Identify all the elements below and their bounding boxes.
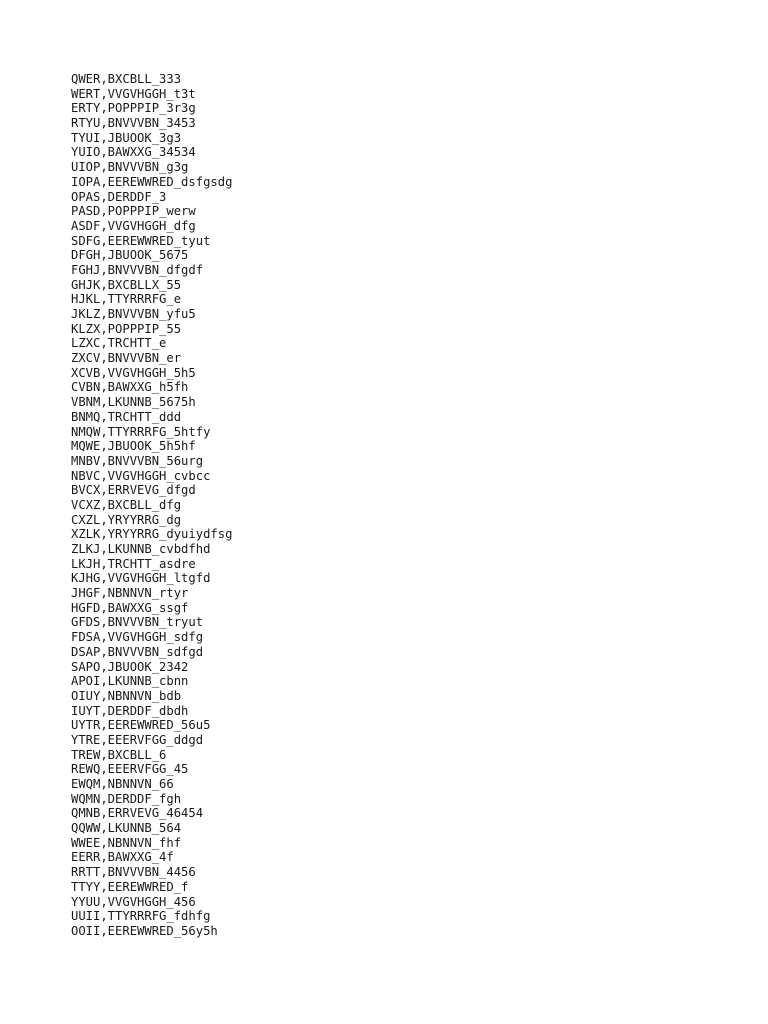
text-line: GHJK,BXCBLLX_55	[71, 277, 182, 292]
text-line: JKLZ,BNVVVBN_yfu5	[71, 307, 196, 321]
text-line: TREW,BXCBLL_6	[71, 747, 167, 762]
text-line: NBVC,VVGVHGGH_cvbcc	[71, 468, 211, 483]
text-line: NMQW,TTYRRRFG_5htfy	[71, 424, 211, 439]
text-line: OOII,EEREWWRED_56y5h	[71, 923, 218, 938]
text-line: REWQ,EEERVFGG_45	[71, 762, 189, 777]
text-line: RTYU,BNVVVBN_3453	[71, 116, 196, 131]
text-line: YYUU,VVGVHGGH_456	[71, 894, 196, 909]
text-line: VBNM,LKUNNB_5675h	[71, 395, 196, 410]
text-line: TYUI,JBUOOK_3g3	[71, 130, 182, 145]
text-line: BNMQ,TRCHTT_ddd	[71, 409, 182, 424]
text-line: FGHJ,BNVVVBN_dfgdf	[71, 262, 204, 277]
text-line: KLZX,POPPPIP_55	[71, 321, 182, 336]
text-line: PASD,POPPPIP_werw	[71, 204, 196, 219]
text-line: DFGH,JBUOOK_5675	[71, 248, 189, 263]
text-line: SAPO,JBUOOK_2342	[71, 659, 189, 674]
text-line: GFDS,BNVVVBN_tryut	[71, 615, 204, 630]
text-line: QWER,BXCBLL_333	[71, 72, 182, 86]
text-lines	[71, 72, 232, 939]
text-line: UUII,TTYRRRFG_fdhfg	[71, 909, 211, 924]
text-line: WWEE,NBNNVN_fhf	[71, 835, 182, 850]
text-line: VCXZ,BXCBLL_dfg	[71, 497, 182, 512]
text-line: FDSA,VVGVHGGH_sdfg	[71, 630, 204, 645]
text-line: HGFD,BAWXXG_ssgf	[71, 600, 189, 615]
text-line: JHGF,NBNNVN_rtyr	[71, 586, 189, 601]
text-line: EERR,BAWXXG_4f	[71, 850, 174, 865]
text-line: RRTT,BNVVVBN_4456	[71, 865, 196, 880]
text-line: MNBV,BNVVVBN_56urg	[71, 453, 204, 468]
text-line: SDFG,EEREWWRED_tyut	[71, 233, 211, 248]
text-line: UIOP,BNVVVBN_g3g	[71, 160, 189, 175]
text-line: WQMN,DERDDF_fgh	[71, 791, 182, 806]
text-line: CVBN,BAWXXG_h5fh	[71, 380, 189, 395]
text-line: YUIO,BAWXXG_34534	[71, 145, 196, 160]
text-line: IUYT,DERDDF_dbdh	[71, 703, 189, 718]
text-line: CXZL,YRYYRRG_dg	[71, 512, 182, 527]
text-line: ERTY,POPPPIP_3r3g	[71, 101, 196, 116]
text-line: ZXCV,BNVVVBN_er	[71, 351, 182, 366]
text-line: KJHG,VVGVHGGH_ltgfd	[71, 571, 211, 586]
text-line: QMNB,ERRVEVG_46454	[71, 806, 204, 821]
text-line: HJKL,TTYRRRFG_e	[71, 292, 182, 307]
text-line: YTRE,EEERVFGG_ddgd	[71, 732, 204, 747]
text-line: OIUY,NBNNVN_bdb	[71, 688, 182, 703]
text-line: WERT,VVGVHGGH_t3t	[71, 86, 196, 101]
text-line: UYTR,EEREWWRED_56u5	[71, 718, 211, 733]
text-line: XCVB,VVGVHGGH_5h5	[71, 365, 196, 380]
text-line: LZXC,TRCHTT_e	[71, 336, 167, 351]
text-line: QQWW,LKUNNB_564	[71, 821, 182, 836]
text-line: OPAS,DERDDF_3	[71, 189, 167, 204]
text-line: EWQM,NBNNVN_66	[71, 777, 174, 791]
text-line: LKJH,TRCHTT_asdre	[71, 556, 196, 571]
text-line: BVCX,ERRVEVG_dfgd	[71, 483, 196, 498]
text-line: ASDF,VVGVHGGH_dfg	[71, 218, 196, 233]
text-line: TTYY,EEREWWRED_f	[71, 879, 189, 894]
text-line: IOPA,EEREWWRED_dsfgsdg	[71, 174, 233, 189]
text-line: MQWE,JBUOOK_5h5hf	[71, 439, 196, 454]
text-line: APOI,LKUNNB_cbnn	[71, 674, 189, 689]
text-line: XZLK,YRYYRRG_dyuiydfsg	[71, 527, 233, 542]
text-line: DSAP,BNVVVBN_sdfgd	[71, 644, 204, 659]
text-line: ZLKJ,LKUNNB_cvbdfhd	[71, 542, 211, 556]
